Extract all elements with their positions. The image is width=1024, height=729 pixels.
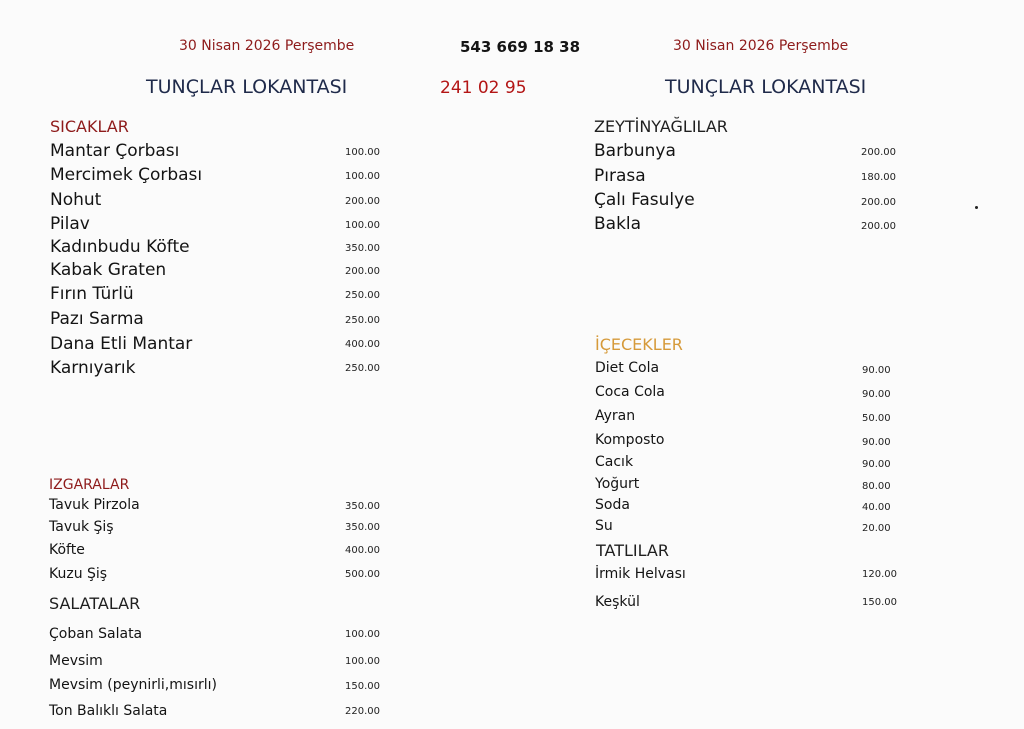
section-title-sicaklar: SICAKLAR [50,117,129,136]
menu-item-price: 90.00 [862,459,891,470]
menu-item-price: 100.00 [345,656,380,667]
menu-item-price: 250.00 [345,363,380,374]
menu-item-price: 90.00 [862,437,891,448]
menu-item-name: Fırın Türlü [50,284,134,304]
section-title-izgaralar: IZGARALAR [49,477,130,493]
menu-item-name: Pırasa [594,166,646,186]
menu-item-name: Mevsim [49,653,103,669]
menu-item-name: Tavuk Pirzola [49,497,140,513]
menu-item-price: 90.00 [862,389,891,400]
date-right: 30 Nisan 2026 Perşembe [673,38,849,54]
menu-item-price: 150.00 [862,597,897,608]
menu-item-price: 250.00 [345,290,380,301]
restaurant-name-right: TUNÇLAR LOKANTASI [665,76,867,98]
menu-item-name: Mercimek Çorbası [50,165,203,185]
menu-item-name: Ayran [595,408,636,424]
menu-item-name: Dana Etli Mantar [50,334,193,354]
menu-item-name: Kuzu Şiş [49,566,108,582]
section-title-tatlilar: TATLILAR [596,541,669,560]
menu-item-name: Çalı Fasulye [594,190,695,210]
date-left: 30 Nisan 2026 Perşembe [179,38,355,54]
phone-number-2: 241 02 95 [440,78,527,98]
menu-item-name: Komposto [595,432,665,448]
menu-item-name: Cacık [595,454,634,470]
menu-item-price: 40.00 [862,502,891,513]
menu-item-price: 200.00 [861,147,896,158]
menu-item-name: Çoban Salata [49,626,143,642]
menu-item-name: Köfte [49,542,85,558]
menu-item-price: 350.00 [345,243,380,254]
menu-item-name: Karnıyarık [50,358,136,378]
menu-item-name: Yoğurt [595,476,640,492]
menu-item-price: 100.00 [345,220,380,231]
menu-item-name: Ton Balıklı Salata [49,703,168,719]
menu-item-name: Tavuk Şiş [49,519,114,535]
menu-item-price: 180.00 [861,172,896,183]
menu-item-name: Keşkül [595,594,640,610]
menu-item-name: Pazı Sarma [50,309,144,329]
menu-item-price: 100.00 [345,147,380,158]
menu-item-name: Bakla [594,214,642,234]
menu-item-price: 20.00 [862,523,891,534]
section-title-salatalar: SALATALAR [49,594,141,613]
menu-item-price: 100.00 [345,171,380,182]
menu-item-price: 50.00 [862,413,891,424]
menu-item-name: Mevsim (peynirli,mısırlı) [49,677,217,693]
phone-number-1: 543 669 18 38 [460,38,581,56]
menu-item-price: 220.00 [345,706,380,717]
menu-item-price: 200.00 [345,266,380,277]
menu-item-price: 200.00 [861,197,896,208]
menu-item-price: 200.00 [345,196,380,207]
menu-item-name: Pilav [50,214,90,234]
menu-item-price: 100.00 [345,629,380,640]
menu-item-name: Kadınbudu Köfte [50,237,190,257]
menu-item-name: Kabak Graten [50,260,167,280]
menu-item-price: 350.00 [345,501,380,512]
menu-item-name: Coca Cola [595,384,665,400]
menu-item-name: Soda [595,497,630,513]
menu-item-price: 400.00 [345,339,380,350]
menu-item-name: İrmik Helvası [595,566,686,582]
menu-item-name: Nohut [50,190,102,210]
section-title-icecekler: İÇECEKLER [595,335,683,354]
menu-item-price: 250.00 [345,315,380,326]
menu-item-price: 500.00 [345,569,380,580]
stray-dot-mark [975,206,978,209]
section-title-zeytinyaglilar: ZEYTİNYAĞLILAR [594,117,728,136]
menu-item-name: Barbunya [594,141,676,161]
menu-item-name: Su [595,518,613,534]
menu-item-price: 400.00 [345,545,380,556]
menu-item-price: 150.00 [345,681,380,692]
menu-item-name: Diet Cola [595,360,660,376]
menu-item-price: 120.00 [862,569,897,580]
menu-item-price: 350.00 [345,522,380,533]
menu-item-name: Mantar Çorbası [50,141,180,161]
restaurant-name-left: TUNÇLAR LOKANTASI [146,76,348,98]
menu-item-price: 80.00 [862,481,891,492]
menu-item-price: 90.00 [862,365,891,376]
menu-item-price: 200.00 [861,221,896,232]
